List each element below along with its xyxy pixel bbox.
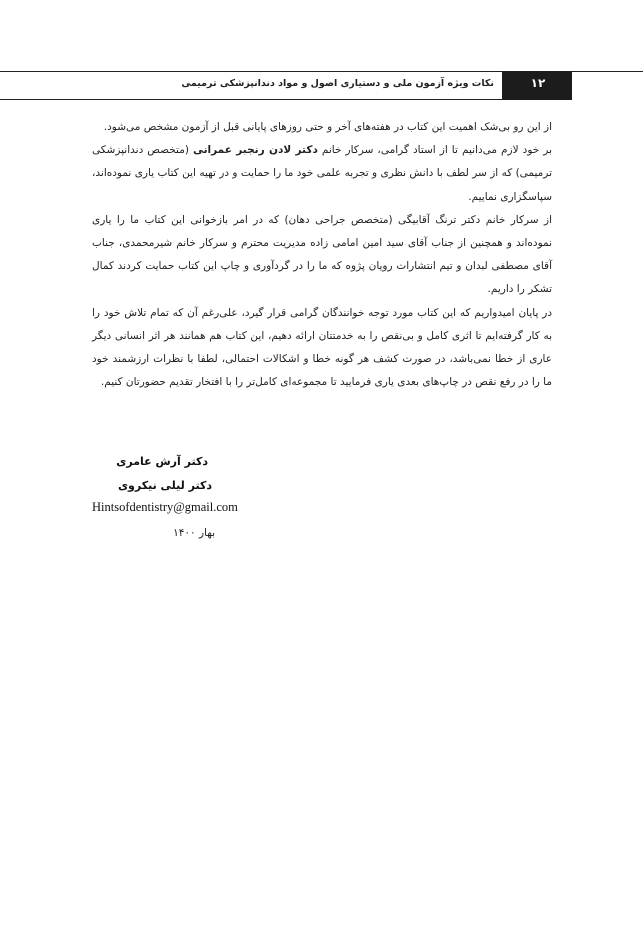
paragraph-4: در پایان امیدواریم که این کتاب مورد توجه خوانندگان گرامی قرار گیرد، علی‌رغم آن که تمام تلاش خود را به کار گرفته‌ایم تا اثری کامل و بی‌نقص را به خدمتتان ارائه دهیم، این کتاب هم همانند هر اثر انسانی دیگر عاری از خطا نمی‌باشد، در صورت کشف هر گونه خطا و اشکالات احتمالی، لطفا با نظرات ارزشمند خود ما را در رفع نقص در چاپ‌های بعدی یاری فرمایید تا مجموعه‌ای کامل‌تر را با افتخار تقدیم حضورتان کنیم. bbox=[92, 306, 552, 389]
paragraph-2-before: بر خود لازم می‌دانیم تا از استاد گرامی، سرکار خانم bbox=[317, 144, 552, 157]
paragraph-2-after: (متخصص دندانپزشکی ترمیمی) که از سر لطف با دانش نظری و تجربه علمی خود ما را حمایت و در تهیه این کتاب یاری نموده‌اند، سپاسگزاری نماییم. bbox=[92, 144, 552, 203]
date-line: بهار ۱۴۰۰ bbox=[173, 527, 215, 539]
running-head-title: نکات ویژه آزمون ملی و دستیاری اصول و مواد دندانپزشکی ترمیمی bbox=[181, 78, 494, 89]
paragraph-1: از این رو بی‌شک اهمیت این کتاب در هفته‌های آخر و حتی روزهای پایانی قبل از آزمون مشخص می‌شود. bbox=[103, 121, 552, 133]
paragraph-2-bold-name: دکتر لادن رنجبر عمرانی bbox=[192, 144, 318, 157]
paragraph-3: از سرکار خانم دکتر ترنگ آقابیگی (متخصص جراحی دهان) که در امر بازخوانی این کتاب ما را یاری نموده‌اند و همچنین از جناب آقای سید امین امامی زاده مدیریت محترم و سرکار خانم شیرمحمدی، جناب آقای مصطفی لبدان و تیم انتشارات رویان پژوه که ما را در گردآوری و چاپ این کتاب حمایت کردند کمال تشکر را داریم. bbox=[92, 213, 552, 296]
header-bottom-rule bbox=[0, 99, 502, 100]
signature-author-2: دکتر لیلی نیکروی bbox=[117, 479, 212, 492]
contact-email[interactable]: Hintsofdentistry@gmail.com bbox=[92, 500, 238, 514]
body-text bbox=[92, 116, 552, 394]
paragraph-2 bbox=[92, 139, 552, 209]
page-number: ۱۲ bbox=[530, 76, 546, 90]
signature-author-1: دکتر آرش عامری bbox=[116, 455, 208, 468]
